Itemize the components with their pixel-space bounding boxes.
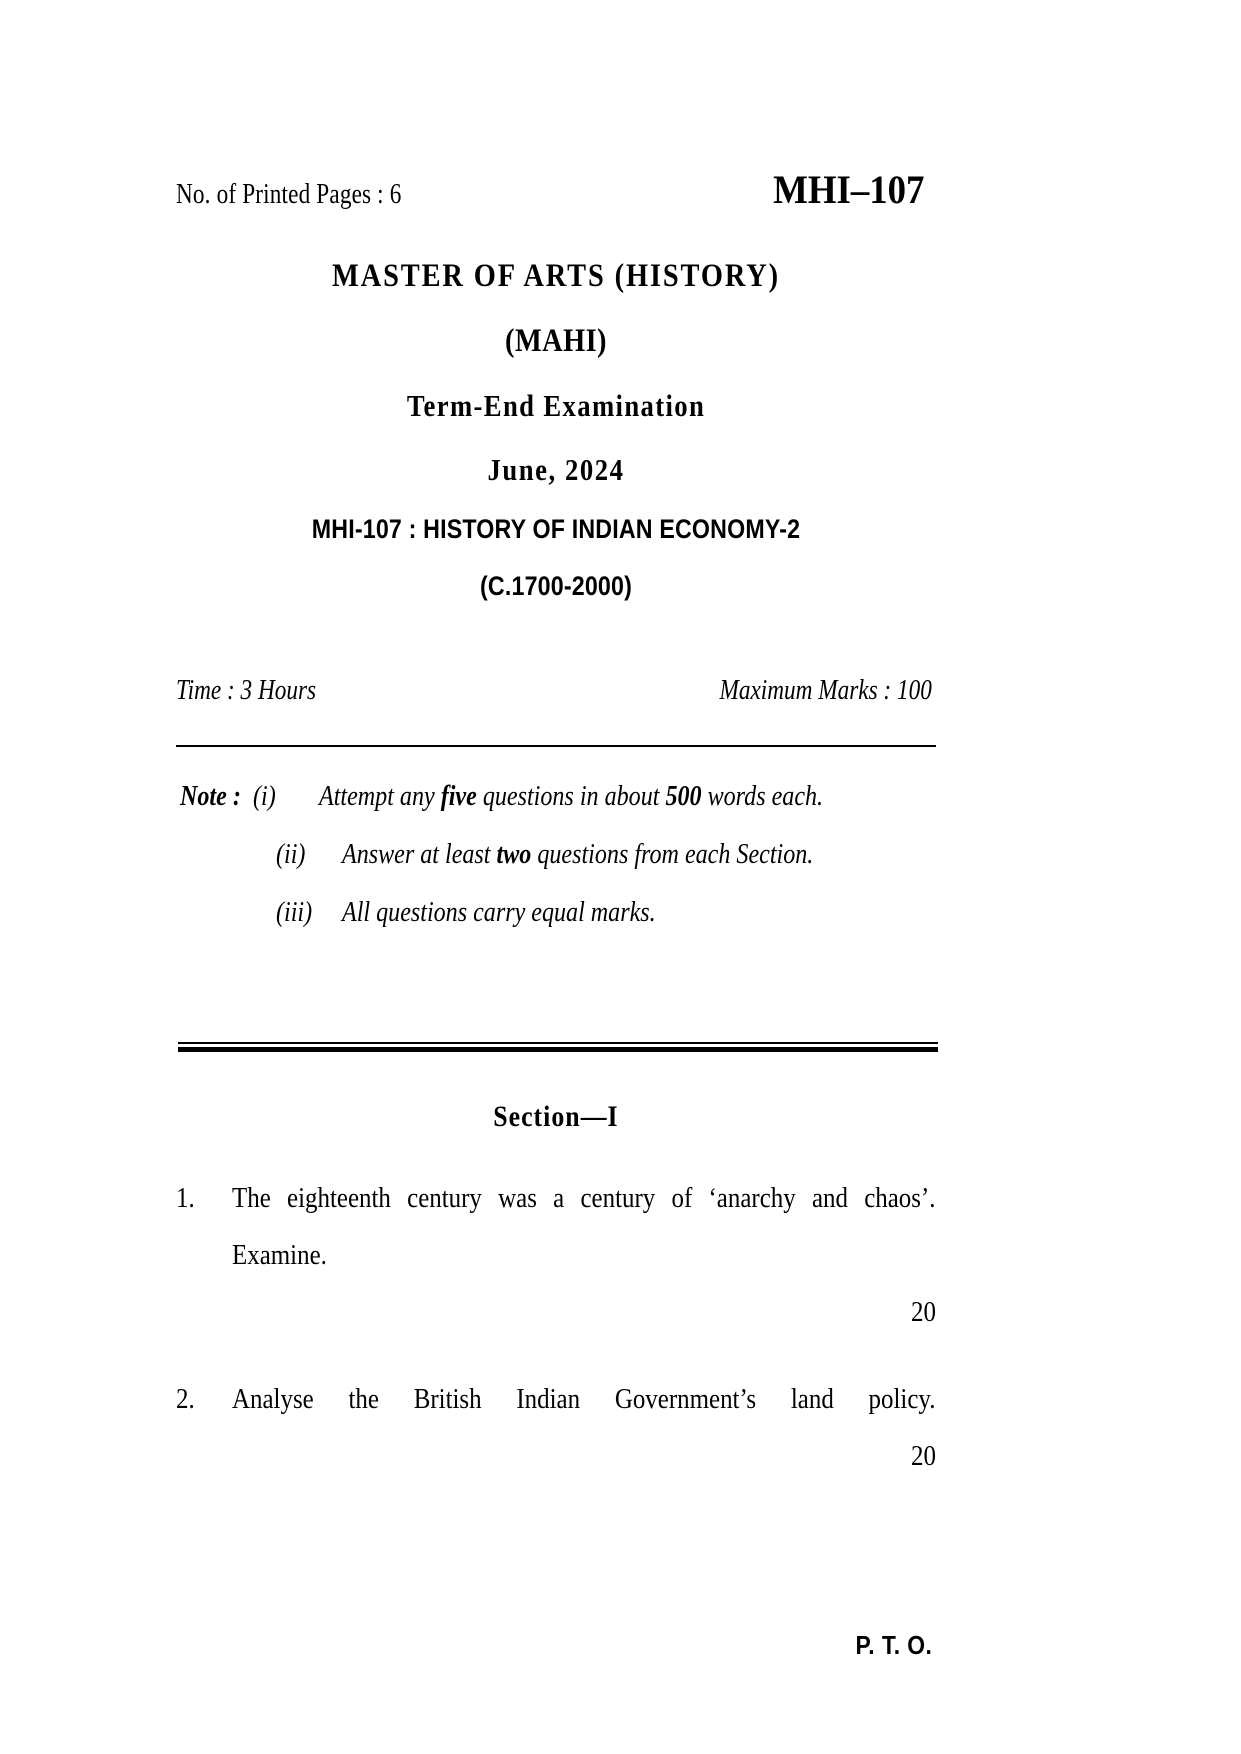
note-i-bold-500: 500 — [665, 781, 702, 812]
course-period-subtitle: (C.1700-2000) — [480, 571, 632, 601]
instructions-note-block — [180, 775, 936, 935]
note-i-bold-five: five — [440, 781, 477, 812]
note-i-pre: Attempt any — [318, 781, 441, 812]
question-marks: 20 — [911, 1440, 936, 1472]
question-number: 2. — [176, 1383, 195, 1415]
question-list — [176, 1170, 936, 1515]
examination-session: June, 2024 — [487, 452, 625, 487]
exam-duration: Time : 3 Hours — [176, 675, 317, 706]
question-body — [232, 1170, 936, 1341]
examination-type: Term-End Examination — [406, 388, 706, 423]
note-marker-ii: (ii) — [276, 839, 306, 870]
paper-code: MHI–107 — [772, 167, 924, 212]
exam-maximum-marks: Maximum Marks : 100 — [719, 675, 932, 706]
note-text-i — [319, 775, 850, 819]
section-heading — [176, 1100, 936, 1134]
exam-info-row — [176, 675, 936, 707]
question-marks: 20 — [911, 1296, 936, 1328]
page-header — [176, 166, 936, 213]
note-ii-pre: Answer at least — [342, 839, 497, 870]
note-marker-iii: (iii) — [276, 897, 313, 928]
divider-thin-line — [178, 1042, 938, 1044]
note-marker-i: (i) — [252, 781, 276, 812]
note-i-mid: questions in about — [476, 781, 666, 812]
question-text: Analyse the British Indian Government’s land policy. — [232, 1383, 936, 1415]
note-ii-mid: questions from each Section. — [531, 839, 814, 870]
divider-thick-line — [178, 1047, 938, 1052]
section-heading-label: Section—I — [493, 1100, 619, 1133]
note-text-ii — [342, 833, 853, 877]
question-item — [176, 1170, 936, 1341]
degree-title: MASTER OF ARTS (HISTORY) — [332, 258, 780, 294]
note-item-ii — [180, 833, 936, 877]
title-block — [176, 258, 936, 602]
programme-code: (MAHI) — [505, 323, 607, 359]
question-number: 1. — [176, 1182, 195, 1214]
note-i-post: words each. — [701, 781, 823, 812]
note-text-iii: All questions carry equal marks. — [342, 897, 656, 928]
note-ii-bold-two: two — [496, 839, 532, 870]
page-turn-over-label: P. T. O. — [855, 1630, 932, 1660]
printed-pages-label: No. of Printed Pages : 6 — [176, 178, 402, 210]
note-item-i — [180, 775, 936, 819]
question-text: The eighteenth century was a century of ‘anarchy and chaos’. Examine. — [232, 1182, 936, 1271]
note-label: Note : — [180, 781, 241, 812]
question-body — [232, 1371, 936, 1485]
section-divider-double-rule — [178, 1042, 938, 1052]
course-subject-title: MHI-107 : HISTORY OF INDIAN ECONOMY-2 — [311, 514, 801, 544]
header-divider-rule — [176, 745, 936, 747]
note-item-iii — [180, 891, 936, 935]
question-item — [176, 1371, 936, 1485]
